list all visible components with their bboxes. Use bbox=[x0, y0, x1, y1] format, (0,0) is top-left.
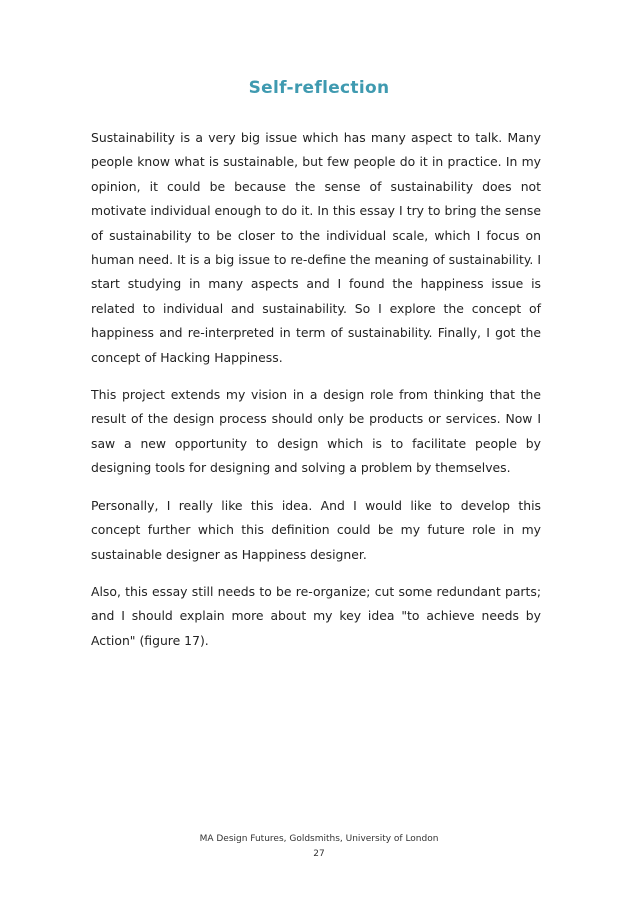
body-text bbox=[91, 126, 541, 666]
footer-institution: MA Design Futures, Goldsmiths, University of London bbox=[199, 834, 439, 844]
paragraph-3: Personally, I really like this idea. And I would like to develop this concept further which this definition could be my future role in my sustainable designer as Happiness designer. bbox=[91, 497, 541, 562]
page-title: Self-reflection bbox=[248, 78, 390, 98]
page-footer bbox=[0, 832, 638, 862]
page-number: 27 bbox=[313, 849, 325, 859]
paragraph-4: Also, this essay still needs to be re-organize; cut some redundant parts; and I should explain more about my key idea "to achieve needs by Action" (figure 17). bbox=[91, 583, 541, 648]
paragraph-1: Sustainability is a very big issue which has many aspect to talk. Many people know what is sustainable, but few people do it in practice. In my opinion, it could be because the sense of sustainability does not motivate individual enough to do it. In this essay I try to bring the sense of sustainability to be closer to the individual scale, which I focus on human need. It is a big issue to re-define the meaning of sustainability. I start studying in many aspects and I found the happiness issue is related to individual and sustainability. So I explore the concept of happiness and re-interpreted in term of sustainability. Finally, I got the concept of Hacking Happiness. bbox=[91, 130, 541, 365]
paragraph-2: This project extends my vision in a design role from thinking that the result of the design process should only be products or services. Now I saw a new opportunity to design which is to facilitate people by designing tools for designing and solving a problem by themselves. bbox=[91, 387, 541, 476]
